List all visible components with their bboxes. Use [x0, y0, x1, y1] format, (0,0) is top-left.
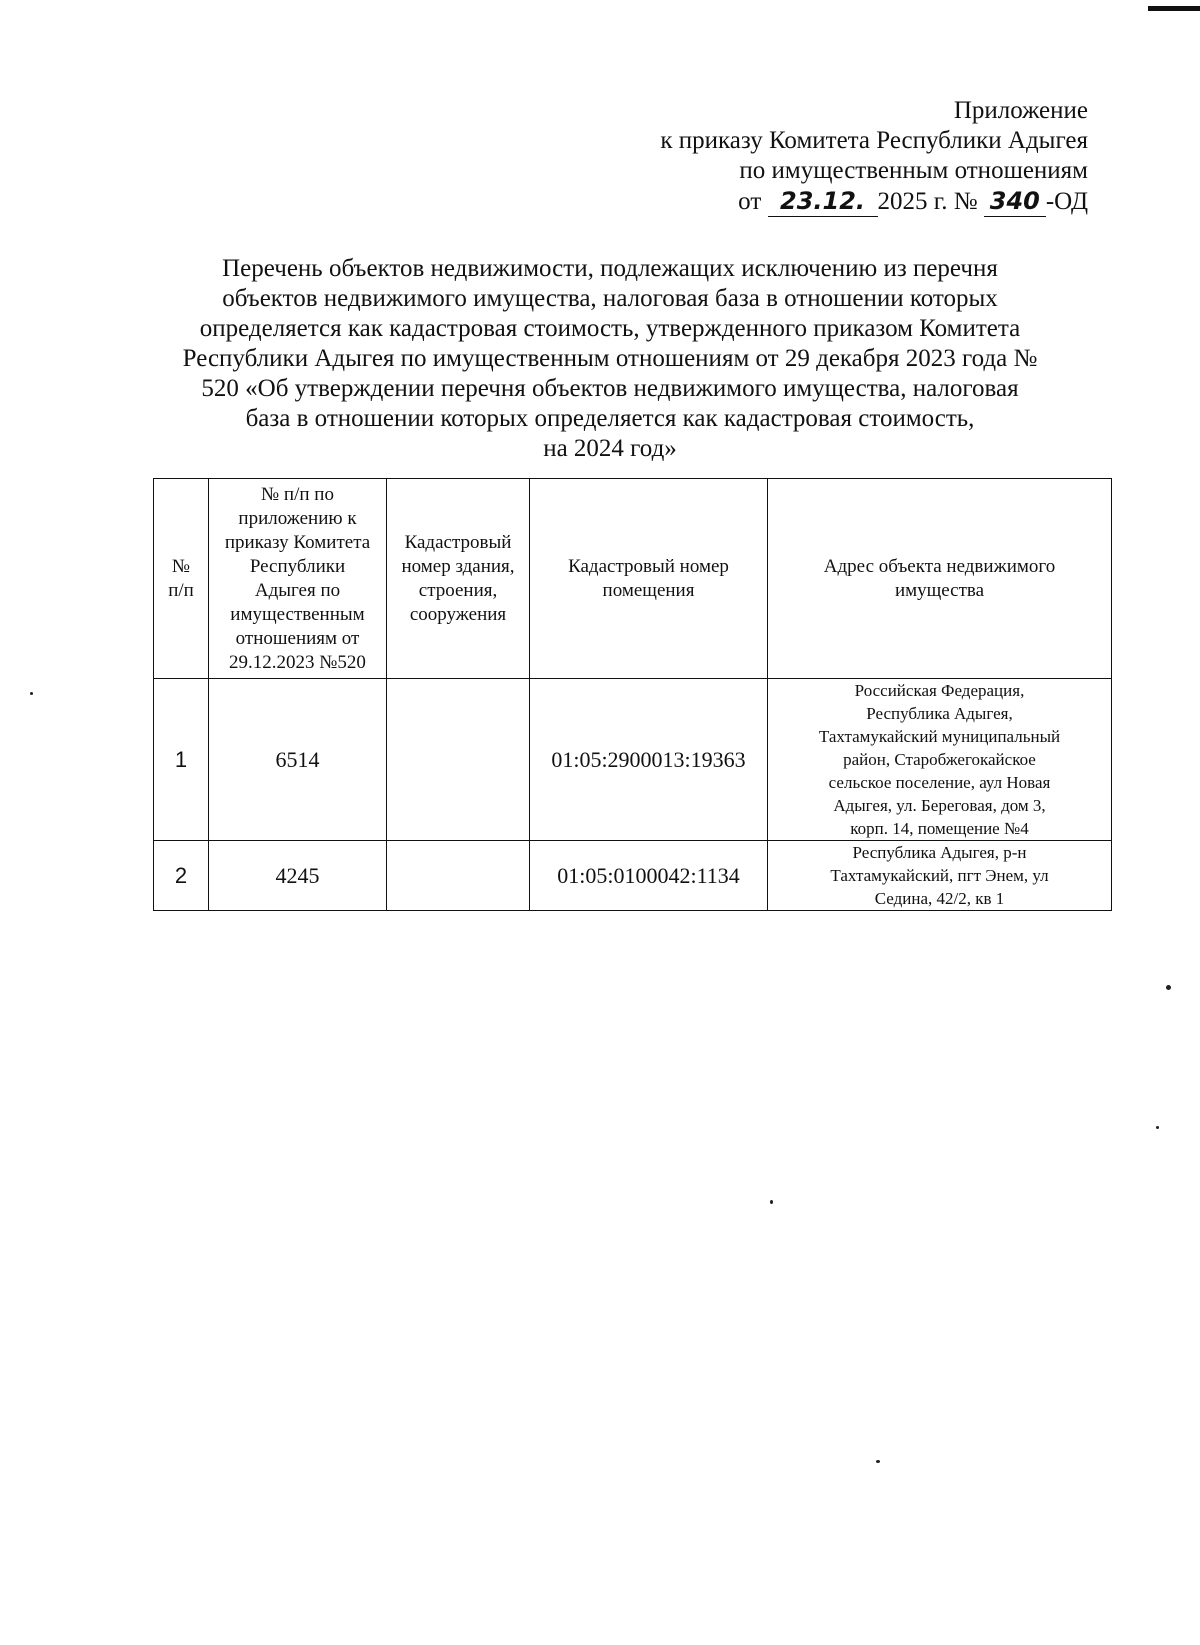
title-line: 520 «Об утверждении перечня объектов недвижимого имущества, налоговая	[201, 375, 1019, 402]
header-text: помещения	[602, 579, 695, 601]
title-line: на 2024 год»	[543, 435, 677, 462]
premises-cadastral-cell: 01:05:2900013:19363	[530, 679, 768, 841]
address-line: Седина, 42/2, кв 1	[874, 889, 1005, 908]
address-cell	[768, 679, 1112, 841]
header-text: приложению к	[238, 507, 357, 529]
scan-speck	[876, 1460, 880, 1463]
table-header-row	[154, 479, 1112, 679]
address-line: район, Старобжегокайское	[843, 750, 1036, 769]
address-line: Тахтамукайский муниципальный	[818, 727, 1061, 746]
appendix-committee: по имущественным отношениям	[739, 157, 1088, 184]
header-text: Республики	[249, 555, 346, 577]
address-cell	[768, 841, 1112, 911]
address-line: корп. 14, помещение №4	[850, 819, 1029, 838]
address-line: Тахтамукайский, пгт Энем, ул	[830, 866, 1049, 885]
year-text: 2025 г. №	[877, 188, 978, 215]
building-cadastral-cell	[387, 841, 530, 911]
header-text: № п/п по	[261, 483, 334, 505]
appendix-header	[660, 96, 1088, 217]
handwritten-order-number: 340	[984, 186, 1046, 217]
header-building-cadastral	[387, 479, 530, 679]
header-text: №	[171, 555, 191, 577]
header-row-number	[154, 479, 209, 679]
header-text: 29.12.2023 №520	[229, 651, 366, 673]
objects-table	[153, 478, 1112, 911]
address-line: Республика Адыгея, р-н	[852, 843, 1027, 862]
scan-edge-mark	[1148, 6, 1200, 11]
title-line: определяется как кадастровая стоимость, утвержденного приказом Комитета	[199, 315, 1021, 342]
address-line: сельское поселение, аул Новая	[828, 773, 1051, 792]
header-text: Кадастровый	[404, 531, 512, 553]
appendix-ref-cell: 6514	[209, 679, 387, 841]
appendix-order-ref: к приказу Комитета Республики Адыгея	[660, 127, 1088, 154]
order-suffix: -ОД	[1045, 188, 1088, 215]
scan-speck	[770, 1200, 773, 1204]
header-text: Кадастровый номер	[568, 555, 729, 577]
building-cadastral-cell	[387, 679, 530, 841]
header-text: имущественным	[230, 603, 365, 625]
header-text: Адыгея по	[254, 579, 341, 601]
row-number: 2	[154, 841, 209, 911]
title-line: база в отношении которых определяется как кадастровая стоимость,	[245, 405, 975, 432]
header-text: сооружения	[409, 603, 507, 625]
row-number: 1	[154, 679, 209, 841]
header-text: п/п	[168, 579, 194, 601]
header-text: имущества	[894, 579, 985, 601]
table-row	[154, 841, 1112, 911]
header-text: строения,	[418, 579, 498, 601]
title-line: Республики Адыгея по имущественным отношениям от 29 декабря 2023 года №	[182, 345, 1038, 372]
header-text: приказу Комитета	[224, 531, 371, 553]
table-row	[154, 679, 1112, 841]
scan-speck	[30, 692, 33, 695]
appendix-title: Приложение	[953, 97, 1088, 124]
appendix-ref-cell: 4245	[209, 841, 387, 911]
header-premises-cadastral	[530, 479, 768, 679]
scan-speck	[1166, 985, 1171, 990]
header-address	[768, 479, 1112, 679]
address-line: Адыгея, ул. Береговая, дом 3,	[833, 796, 1046, 815]
date-prefix: от	[738, 188, 762, 215]
title-line: объектов недвижимого имущества, налоговая база в отношении которых	[222, 285, 998, 312]
premises-cadastral-cell: 01:05:0100042:1134	[530, 841, 768, 911]
appendix-date-line	[660, 186, 1088, 217]
handwritten-date: 23.12.	[768, 186, 878, 217]
header-text: отношениям от	[235, 627, 360, 649]
address-line: Республика Адыгея,	[866, 704, 1013, 723]
scan-speck	[1156, 1126, 1159, 1129]
title-line: Перечень объектов недвижимости, подлежащих исключению из перечня	[222, 255, 998, 282]
header-text: Адрес объекта недвижимого	[823, 555, 1056, 577]
address-line: Российская Федерация,	[854, 681, 1025, 700]
header-text: номер здания,	[401, 555, 515, 577]
header-appendix-ref	[209, 479, 387, 679]
document-title	[150, 254, 1070, 464]
